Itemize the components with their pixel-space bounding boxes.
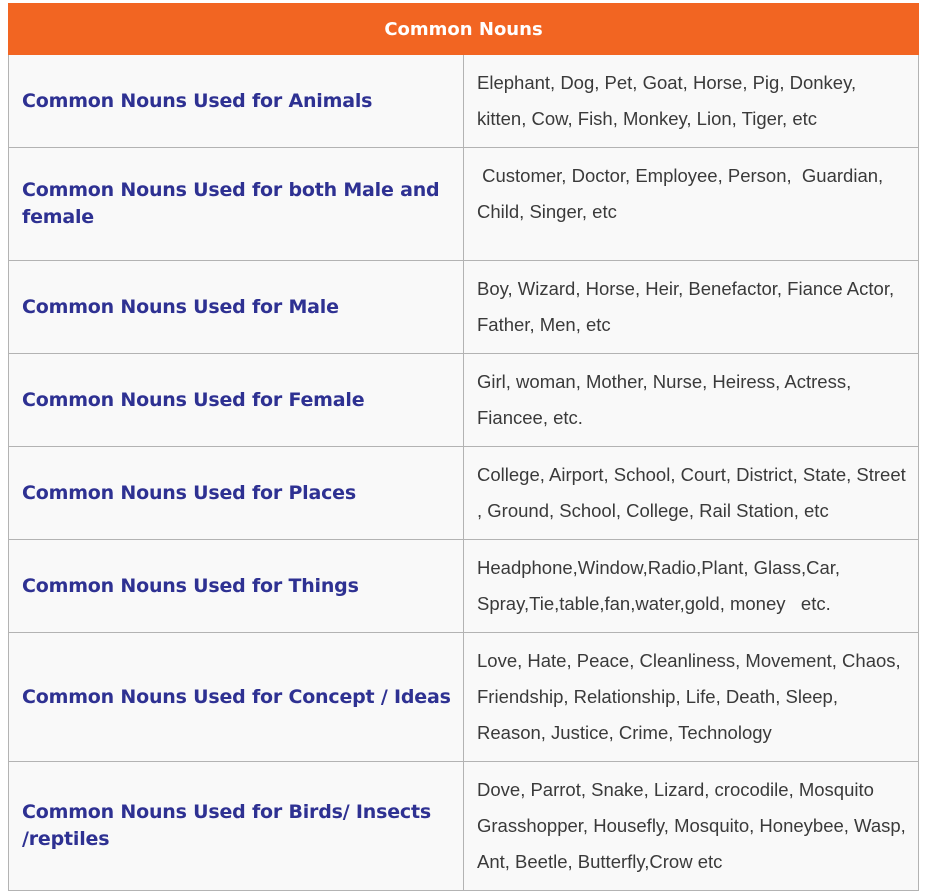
table-row [9,148,919,261]
category-cell: Common Nouns Used for Animals [9,55,464,148]
category-cell: Common Nouns Used for Concept / Ideas [9,633,464,762]
examples-text: College, Airport, School, Court, District, State, Street , Ground, School, College, Rail Station, etc [477,464,911,521]
category-cell: Common Nouns Used for Male [9,261,464,354]
category-cell: Common Nouns Used for Female [9,354,464,447]
examples-cell [464,633,919,762]
category-cell: Common Nouns Used for both Male and female [9,148,464,261]
category-cell: Common Nouns Used for Places [9,447,464,540]
table-row [9,447,919,540]
examples-text: Love, Hate, Peace, Cleanliness, Movement, Chaos, Friendship, Relationship, Life, Death, Sleep, Reason, Justice, Crime, Technology [477,650,906,743]
table-row [9,55,919,148]
examples-cell [464,148,919,261]
table-row [9,633,919,762]
examples-cell [464,261,919,354]
category-cell: Common Nouns Used for Birds/ Insects /reptiles [9,762,464,891]
examples-cell [464,540,919,633]
table-row [9,762,919,891]
examples-cell [464,447,919,540]
table-row [9,354,919,447]
examples-cell [464,354,919,447]
table-row [9,540,919,633]
table-header-row [9,4,919,55]
examples-text: Girl, woman, Mother, Nurse, Heiress, Actress, Fiancee, etc. [477,371,857,428]
common-nouns-table-container [8,3,919,891]
examples-text: Headphone,Window,Radio,Plant, Glass,Car, Spray,Tie,table,fan,water,gold, money etc. [477,557,846,614]
table-row [9,261,919,354]
examples-text: Dove, Parrot, Snake, Lizard, crocodile, Mosquito Grasshopper, Housefly, Mosquito, Honeybee, Wasp, Ant, Beetle, Butterfly,Crow etc [477,779,910,872]
examples-cell [464,55,919,148]
examples-text: Elephant, Dog, Pet, Goat, Horse, Pig, Donkey, kitten, Cow, Fish, Monkey, Lion, Tiger, etc [477,72,862,129]
category-cell: Common Nouns Used for Things [9,540,464,633]
examples-text: Boy, Wizard, Horse, Heir, Benefactor, Fiance Actor, Father, Men, etc [477,278,900,335]
common-nouns-table [8,3,919,891]
table-header: Common Nouns [9,4,919,55]
examples-cell [464,762,919,891]
examples-text: Customer, Doctor, Employee, Person, Guardian, Child, Singer, etc [477,165,889,222]
